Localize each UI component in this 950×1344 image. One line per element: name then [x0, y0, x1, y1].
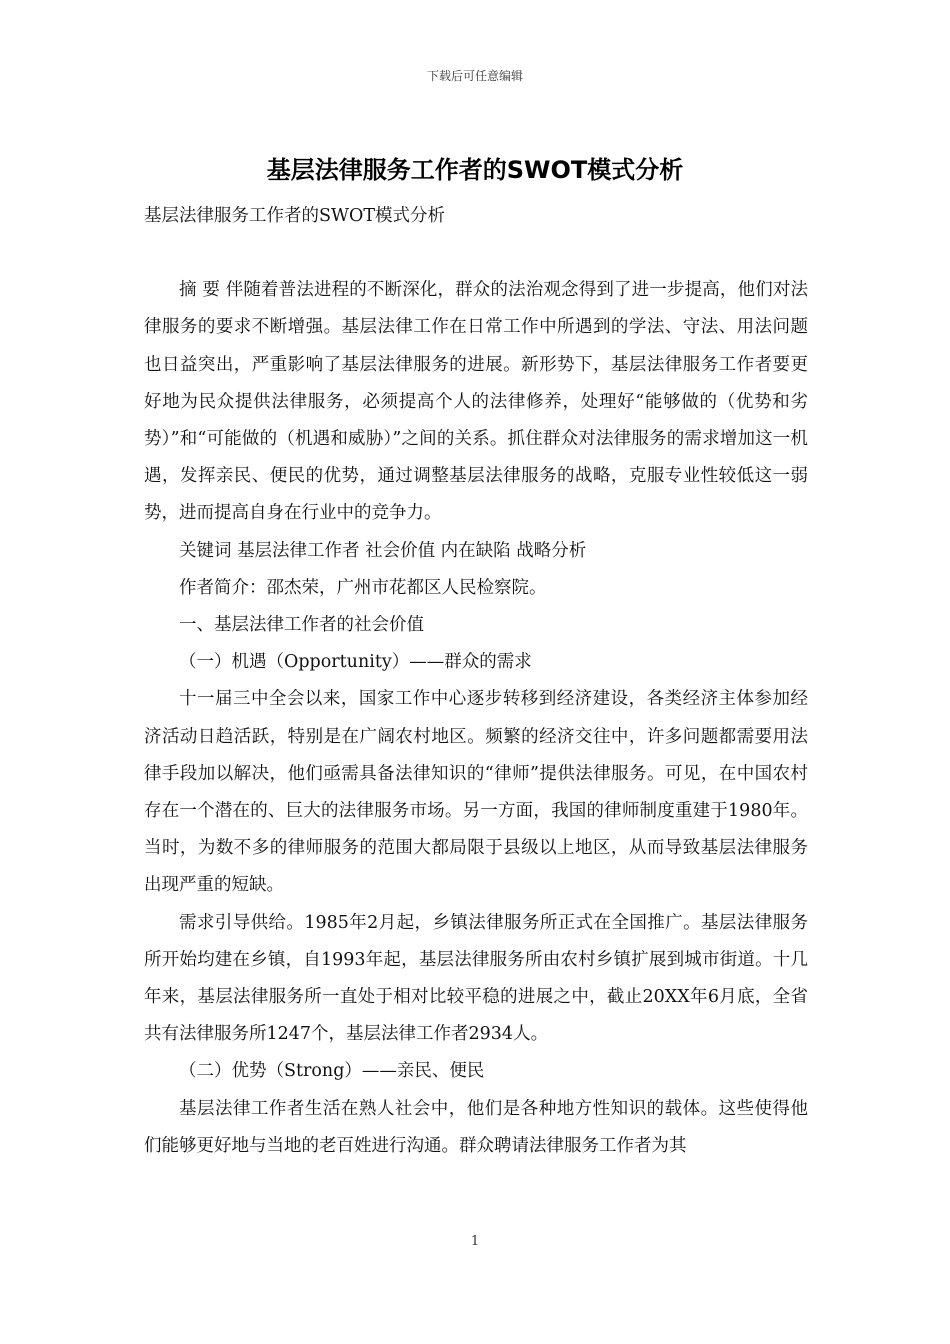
body-paragraph-3: 基层法律工作者生活在熟人社会中，他们是各种地方性知识的载体。这些使得他们能够更好地与当地的老百姓进行沟通。群众聘请法律服务工作者为其	[144, 1098, 808, 1156]
document-body	[144, 198, 808, 1165]
abstract-paragraph: 摘 要 伴随着普法进程的不断深化，群众的法治观念得到了进一步提高，他们对法律服务的要求不断增强。基层法律工作在日常工作中所遇到的学法、守法、用法问题也日益突出，严重影响了基层法律服务的进展。新形势下，基层法律服务工作者要更好地为民众提供法律服务，必须提高个人的法律修养，处理好“能够做的（优势和劣势）”和“可能做的（机遇和威胁）”之间的关系。抓住群众对法律服务的需求增加这一机遇，发挥亲民、便民的优势，通过调整基层法律服务的战略，克服专业性较低这一弱势，进而提高自身在行业中的竞争力。	[144, 280, 808, 524]
subsection-heading-opportunity: （一）机遇（Opportunity）——群众的需求	[179, 652, 532, 673]
header-note: 下载后可任意编辑	[426, 69, 523, 83]
page-number: 1	[470, 1234, 480, 1249]
body-paragraph-1: 十一届三中全会以来，国家工作中心逐步转移到经济建设，各类经济主体参加经济活动日趋活跃，特别是在广阔农村地区。频繁的经济交往中，许多问题都需要用法律手段加以解决，他们亟需具备法律知识的“律师”提供法律服务。可见，在中国农村存在一个潜在的、巨大的法律服务市场。另一方面，我国的律师制度重建于1980年。当时，为数不多的律师服务的范围大都局限于县级以上地区，从而导致基层法律服务出现严重的短缺。	[144, 689, 808, 896]
document-subtitle: 基层法律服务工作者的SWOT模式分析	[144, 206, 445, 226]
author-line: 作者简介：邵杰荣，广州市花都区人民检察院。	[179, 577, 547, 598]
section-heading-1: 一、基层法律工作者的社会价值	[179, 615, 424, 636]
subsection-heading-strong: （二）优势（Strong）——亲民、便民	[179, 1061, 485, 1082]
keywords-line: 关键词 基层法律工作者 社会价值 内在缺陷 战略分析	[179, 540, 587, 561]
body-paragraph-2: 需求引导供给。1985年2月起，乡镇法律服务所正式在全国推广。基层法律服务所开始均建在乡镇，自1993年起，基层法律服务所由农村乡镇扩展到城市街道。十几年来，基层法律服务所一直处于相对比较平稳的进展之中，截止20XX年6月底，全省共有法律服务所1247个，基层法律工作者2934人。	[144, 912, 808, 1045]
document-title: 基层法律服务工作者的SWOT模式分析	[266, 156, 684, 184]
